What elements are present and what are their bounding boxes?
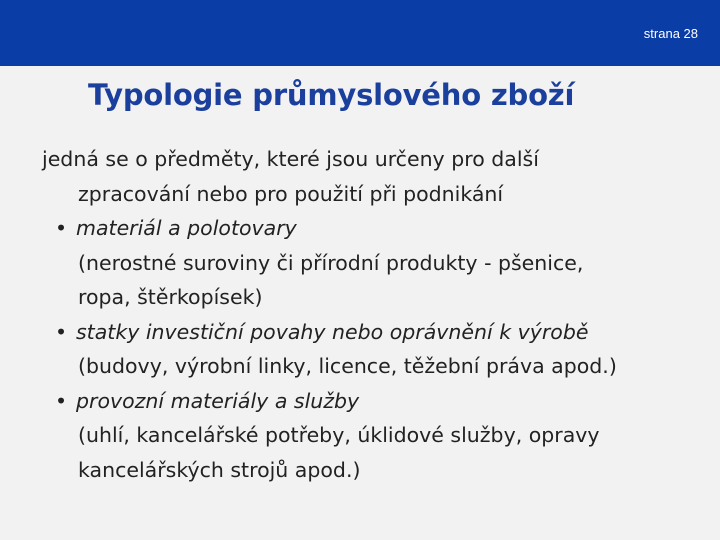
page-number: strana 28 — [643, 26, 698, 41]
bullet-detail-line: (uhlí, kancelářské potřeby, úklidové služby, opravy — [78, 423, 600, 447]
bullet-icon: • — [55, 388, 68, 413]
bullet-icon: • — [55, 319, 68, 344]
bullet-detail-line: kancelářských strojů apod.) — [78, 457, 361, 482]
bullet-item-heading — [42, 315, 702, 350]
bullet-item-heading — [42, 211, 702, 246]
header-bar — [0, 0, 720, 66]
bullet-detail-line: (nerostné suroviny či přírodní produkty - pšenice, — [78, 250, 584, 275]
slide-title: Typologie průmyslového zboží — [88, 78, 575, 112]
intro-line: zpracování nebo pro použití při podnikání — [78, 181, 504, 206]
slide-content — [42, 142, 702, 487]
intro-line: jedná se o předměty, které jsou určeny pro další — [42, 147, 539, 171]
bullet-icon: • — [55, 216, 68, 240]
bullet-heading-text: materiál a polotovary — [76, 216, 297, 240]
bullet-item-heading — [42, 384, 702, 419]
bullet-detail-line: ropa, štěrkopísek) — [78, 285, 263, 309]
bullet-heading-text: statky investiční povahy nebo oprávnění k výrobě — [76, 319, 589, 344]
bullet-heading-text: provozní materiály a služby — [76, 388, 360, 413]
bullet-detail-line: (budovy, výrobní linky, licence, těžební práva apod.) — [78, 354, 617, 378]
